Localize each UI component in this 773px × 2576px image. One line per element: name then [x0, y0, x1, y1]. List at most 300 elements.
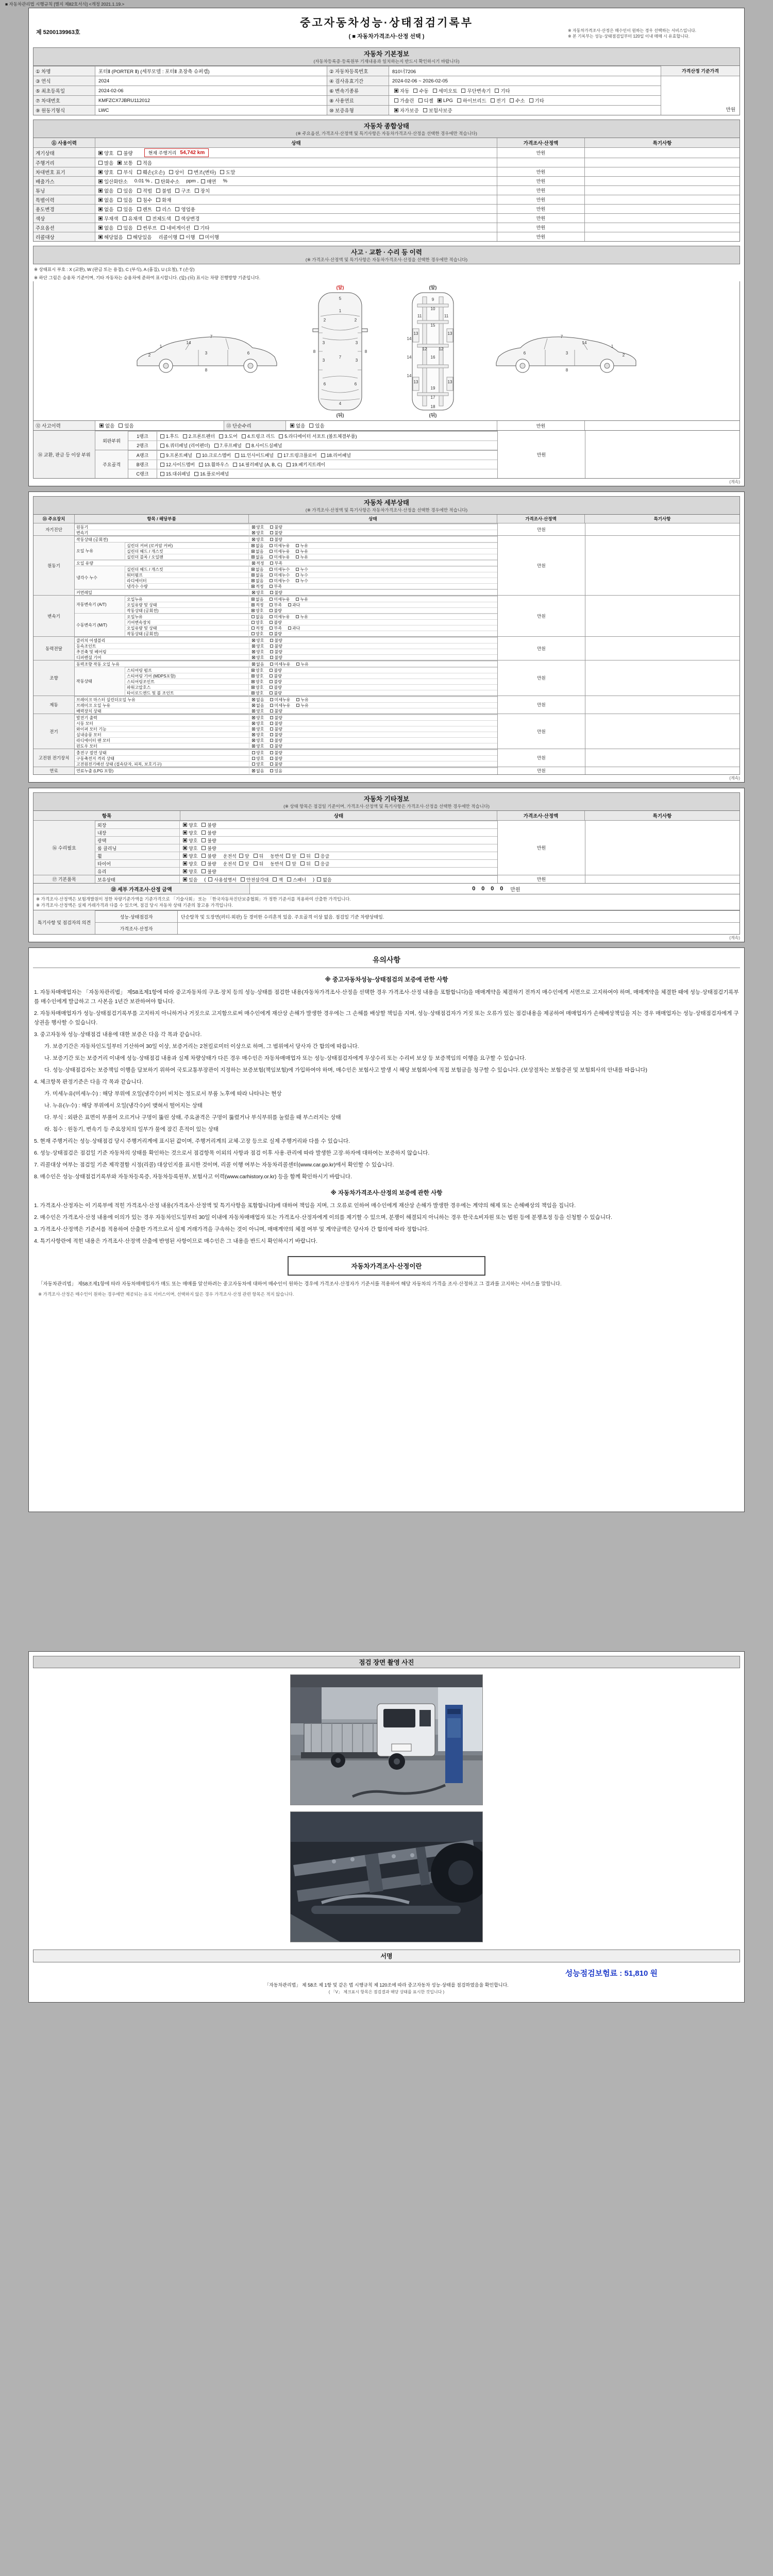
price-digit: 0	[491, 886, 494, 892]
item-label: 고전원전기배선 상태 (접속단자, 피복, 보호기구)	[75, 761, 249, 767]
detail-row	[125, 614, 497, 619]
checkbox-option	[315, 860, 329, 867]
checkbox-option	[239, 860, 249, 867]
row-state	[95, 421, 224, 430]
checkbox	[252, 531, 255, 534]
checkbox-group	[183, 876, 201, 883]
checkbox-label: 화재	[162, 197, 172, 204]
checkbox-label: 잭	[278, 877, 283, 883]
price-digit: 0	[472, 886, 476, 892]
table-row	[33, 223, 740, 232]
checkbox-group	[251, 685, 288, 690]
item-label: 스티어링조인트	[125, 679, 249, 685]
checkbox-label: 14.필러패널 (A, B, C)	[239, 462, 282, 467]
item-label: 연료누출 (LPG 포함)	[75, 768, 249, 774]
checkbox-option	[252, 530, 264, 536]
checkbox-option	[251, 685, 263, 690]
rank-parts	[157, 432, 497, 440]
detail-row	[75, 697, 497, 702]
checkbox-option	[252, 756, 264, 761]
checkbox-group	[252, 590, 289, 596]
notice-item: 나. 누유(누수) : 해당 부위에서 오일(냉각수)이 맺혀서 떨어지는 상태	[44, 1103, 203, 1109]
status-options	[249, 638, 497, 643]
checkbox-option	[315, 853, 329, 859]
checkbox-group	[252, 732, 289, 738]
field-value	[389, 76, 661, 86]
checkbox-label: 불량	[123, 150, 133, 157]
checkbox-label: 색상변경	[180, 216, 200, 222]
footer-confirmation: 「자동차관리법」 제 58조 제 1항 및 같은 법 시행규칙 제 120조에 따라 중고자동차 성능·상태를 점검하였음을 확인합니다.	[264, 1982, 509, 1988]
checkbox-group	[251, 543, 314, 549]
checkbox-label: 양호	[256, 761, 264, 767]
status-options	[249, 708, 497, 714]
checkbox-label: 양호	[256, 690, 264, 696]
detail-rows	[125, 543, 497, 560]
checkbox-option	[251, 614, 263, 620]
detail-row	[125, 625, 497, 631]
checkbox	[117, 198, 122, 202]
item-label: 원동기	[75, 524, 249, 530]
status-options	[249, 530, 497, 536]
row-label: 주행거리	[33, 158, 95, 167]
checkbox-label: 6.쿼터패널 (리어펜더)	[166, 443, 210, 448]
detail-row	[75, 750, 497, 755]
checkbox	[251, 609, 255, 612]
checkbox-label: 없음	[256, 554, 264, 560]
subgroup-label: 자동변속기 (A/T)	[75, 596, 125, 613]
page-continued-note: (계속)	[729, 776, 740, 781]
detail-row	[75, 755, 497, 761]
checkbox-label: 불량	[274, 708, 282, 714]
checkbox-option	[287, 461, 326, 468]
checkbox-option	[175, 215, 200, 222]
page-continued-note: (계속)	[729, 480, 740, 484]
checkbox-group	[251, 578, 314, 584]
checkbox-option	[137, 187, 152, 194]
checkbox-group	[98, 196, 137, 204]
checkbox-label: 불량	[274, 761, 282, 767]
item-label: 광택	[95, 837, 180, 844]
checkbox	[254, 854, 258, 858]
checkbox	[196, 453, 200, 457]
detail-rows	[75, 560, 497, 566]
checkbox-label: 미세누유	[274, 549, 290, 554]
etc-info-table	[33, 811, 740, 884]
checkbox-option	[270, 620, 281, 625]
item-label: 라디에이터 팬 모터	[75, 738, 249, 743]
detail-rows	[75, 697, 497, 714]
checkbox-option	[321, 452, 351, 459]
checkbox-label: 응급	[320, 861, 330, 867]
field-label: ⑧ 사용연료	[327, 96, 389, 105]
checkbox-label: 적법	[142, 188, 153, 194]
group-label-text: 조향	[49, 675, 58, 681]
group-label	[33, 749, 75, 767]
item-label: 오일누유	[125, 597, 249, 602]
checkbox-group	[251, 620, 288, 625]
checkbox-group	[183, 829, 221, 836]
checkbox	[270, 669, 273, 672]
price-cell: 만원	[497, 749, 585, 767]
checkbox-label: 누수	[300, 567, 308, 572]
checkbox-label: 없음	[105, 423, 115, 429]
checkbox-label: 없음	[256, 578, 264, 583]
detail-row	[75, 715, 497, 720]
vehicle-diagram-top-exterior	[304, 283, 376, 418]
status-options	[249, 584, 497, 589]
status-options	[249, 668, 497, 673]
item-label: 디퍼렌셜 기어	[75, 655, 249, 660]
checkbox	[270, 526, 273, 529]
checkbox-group	[180, 233, 223, 241]
checkbox-label: 없음	[256, 543, 264, 548]
checkbox	[296, 704, 299, 707]
checkbox-label: 19.패키지트레이	[292, 462, 326, 467]
status-options	[180, 844, 497, 852]
checkbox-option	[270, 697, 290, 703]
checkbox-label: 기타	[534, 98, 544, 104]
checkbox	[394, 108, 398, 112]
item-label: 실내송풍 모터	[75, 732, 249, 738]
checkbox-label: 불량	[274, 721, 282, 726]
svg-text:14: 14	[407, 336, 412, 341]
detail-row	[125, 543, 497, 548]
checkbox-option	[270, 726, 282, 732]
checkbox	[251, 691, 255, 694]
etc-row	[95, 867, 497, 875]
checkbox	[98, 216, 103, 221]
notice-item: 5. 현재 주행거리는 성능·상태점검 당시 주행거리계에 표시된 값이며, 주행거리계의 교체·고장 등으로 실제 주행거리와 다를 수 있습니다.	[34, 1138, 350, 1144]
detail-block	[75, 560, 497, 566]
checkbox-group	[137, 196, 176, 204]
checkbox-label: 양호	[256, 726, 264, 732]
checkbox	[296, 579, 299, 582]
checkbox-option	[433, 87, 458, 94]
checkbox-option	[183, 433, 215, 439]
price-note-1: ※ 가격조사·산정액은 보험개발원이 정한 차량기준가액을 기준가격으로 「기술사회」 또는 「한국자동차진단보증협회」가 정한 기준서를 적용하여 산출한 가격입니다.	[36, 896, 351, 902]
svg-text:1: 1	[159, 344, 162, 349]
checkbox-option	[270, 537, 282, 543]
status-options	[249, 685, 497, 690]
checkbox-group	[155, 178, 184, 185]
row-state	[95, 205, 497, 213]
checkbox	[296, 544, 299, 547]
checkbox	[394, 98, 398, 103]
checkbox	[270, 733, 273, 736]
checkbox-option	[251, 690, 263, 696]
svg-text:2: 2	[323, 318, 326, 323]
item-label: 배력장치 상태	[75, 708, 249, 714]
checkbox	[270, 691, 273, 694]
notice-item: 가. 보증기간은 자동차인도일부터 기산하여 30일 이상, 보증거리는 2천킬로미터 이상으로 하며, 그 범위에서 당사자 간 합의에 따릅니다.	[44, 1043, 359, 1049]
checkbox-label: 적정	[256, 602, 264, 607]
status-options	[249, 732, 497, 738]
checkbox	[160, 444, 164, 448]
checkbox-label: 없음	[323, 877, 332, 883]
checkbox-label: 불량	[274, 738, 282, 743]
field-value	[389, 106, 661, 115]
price-survey-option: ( ■ 자동차가격조사·산정 선택 )	[348, 33, 425, 40]
checkbox-option	[183, 860, 197, 867]
checkbox-option	[98, 224, 113, 231]
checkbox-option	[199, 233, 220, 241]
checkbox	[195, 189, 199, 193]
checkbox-option	[98, 149, 113, 157]
checkbox	[270, 762, 273, 766]
price-notes	[33, 894, 740, 910]
group-label: 주요골격	[95, 450, 128, 478]
checkbox-option	[254, 860, 264, 867]
item-label: 워터펌프	[125, 572, 249, 578]
checkbox	[137, 226, 141, 230]
checkbox	[160, 463, 164, 467]
checkbox-label: 렌트	[142, 207, 153, 213]
rank-row	[128, 431, 497, 440]
checkbox-group	[394, 107, 457, 114]
checkbox-group	[98, 159, 156, 166]
checkbox-label: 양호	[256, 631, 264, 636]
detail-status-section-title	[33, 496, 740, 515]
checkbox	[252, 727, 255, 731]
checkbox-option	[286, 853, 296, 859]
checkbox	[220, 170, 224, 174]
row-label: ⑫ 사고이력	[33, 421, 95, 430]
detail-rows	[75, 589, 497, 595]
svg-text:2: 2	[148, 353, 151, 358]
checkbox-group	[175, 187, 214, 194]
state-text: )	[313, 877, 315, 882]
item-label: 실린더 헤드 / 개스킷	[125, 567, 249, 572]
checkbox	[214, 444, 219, 448]
rank-parts	[157, 451, 497, 460]
status-options	[249, 554, 497, 560]
checkbox-group	[251, 567, 314, 572]
price-cell: 만원	[497, 431, 585, 478]
field-label: ⑤ 최초등록일	[33, 86, 95, 95]
svg-text:13: 13	[413, 331, 418, 336]
detail-block	[75, 767, 497, 773]
checkbox	[252, 733, 255, 736]
checkbox	[252, 650, 255, 653]
checkbox-label: 불량	[207, 853, 216, 859]
checkbox-label: LPG	[443, 97, 453, 104]
checkbox-label: 스패너	[293, 877, 307, 883]
checkbox-option	[270, 738, 282, 743]
page-1	[28, 8, 745, 486]
column-header: 상태	[95, 138, 497, 147]
basic-info-row	[33, 105, 661, 115]
checkbox-option	[510, 97, 525, 104]
total-price-digits	[469, 886, 506, 892]
section-note: (자동차등록증·등록원부 기재내용과 일치하는지 반드시 확인하시기 바랍니다)	[313, 59, 460, 64]
svg-text:12: 12	[422, 347, 427, 351]
item-label: 커먼레일	[75, 590, 249, 596]
checkbox-option	[270, 761, 282, 767]
row-state	[95, 232, 497, 241]
opinion-side-label: 특기사항 및 점검자의 의견	[33, 910, 95, 934]
checkbox	[252, 591, 255, 594]
note-cell	[585, 660, 740, 696]
svg-text:6: 6	[247, 351, 250, 355]
diagram-note-legend: ※ 하단 그림은 승용차 기준이며, 기타 자동차는 승용차에 준하여 표시합니다. (앞)·(뒤) 표시는 차량 진행방향 기준입니다.	[34, 275, 261, 280]
status-options	[249, 756, 497, 761]
checkbox-label: 미세누유	[274, 554, 290, 560]
checkbox	[123, 216, 127, 221]
checkbox-label: 불량	[274, 608, 282, 613]
checkbox-group	[98, 168, 240, 176]
checkbox	[270, 739, 273, 742]
checkbox	[270, 639, 273, 642]
item-label: 내장	[95, 829, 180, 836]
checkbox	[270, 550, 273, 553]
checkbox-label: 양호	[189, 822, 198, 828]
field-label: ⑩ 보증유형	[327, 106, 389, 115]
checkbox-group	[98, 206, 137, 213]
checkbox-option	[251, 597, 263, 602]
status-options	[249, 549, 497, 554]
checkbox	[219, 434, 223, 438]
checkbox-option	[252, 524, 264, 530]
checkbox-label: 리스	[162, 207, 172, 213]
svg-text:14: 14	[407, 355, 412, 360]
status-options	[180, 876, 497, 883]
checkbox-option	[273, 876, 283, 883]
checkbox-group	[183, 837, 221, 844]
svg-text:8: 8	[205, 368, 208, 372]
item-label: 작동상태 (공회전)	[125, 608, 249, 614]
checkbox-option	[201, 822, 216, 828]
checkbox-group	[251, 679, 288, 685]
checkbox-label: 해당없음	[104, 234, 123, 241]
checkbox-label: 양호	[256, 638, 264, 643]
price-cell: 만원	[497, 232, 585, 241]
checkbox-option	[175, 187, 190, 194]
checkbox-label: 장치	[200, 188, 210, 194]
row-state	[95, 158, 497, 167]
status-options	[249, 567, 497, 572]
status-options	[249, 578, 497, 584]
item-label: 등속조인트	[75, 643, 249, 649]
checkbox-group	[394, 87, 514, 94]
checkbox	[201, 179, 205, 183]
checkbox-group	[183, 822, 221, 828]
checkbox-group	[160, 470, 233, 477]
detail-rows	[125, 667, 497, 696]
overall-rows	[33, 147, 740, 241]
checkbox-option	[270, 685, 281, 690]
checkbox-label: 없음	[256, 572, 264, 578]
detail-row	[125, 554, 497, 560]
notice-item: 8. 매수인은 성능·상태점검기록부와 자동차등록증, 자동차등록원부, 보험사고 이력(www.carhistory.or.kr) 등을 함께 확인하시기 바랍니다.	[34, 1174, 352, 1180]
detail-rows	[75, 524, 497, 535]
table-row	[33, 195, 740, 204]
column-header: 특기사항	[652, 814, 672, 819]
price-cell: 만원	[497, 421, 585, 430]
rank-label: 2랭크	[128, 441, 157, 450]
table-row	[33, 185, 740, 195]
total-price-row	[33, 884, 740, 894]
checkbox-label: 없음	[256, 549, 264, 554]
svg-text:17: 17	[430, 395, 435, 400]
checkbox-option	[270, 530, 282, 536]
checkbox-group	[98, 178, 132, 185]
rank-row	[128, 469, 497, 478]
svg-text:3: 3	[322, 341, 325, 345]
vehicle-diagram-side-right	[490, 323, 644, 379]
checkbox	[252, 538, 255, 541]
svg-text:6: 6	[354, 382, 357, 386]
price-cell: 만원	[497, 523, 585, 535]
checkbox-label: 양호	[189, 845, 198, 851]
status-options	[249, 524, 497, 530]
svg-text:11: 11	[417, 314, 422, 318]
detail-row	[125, 690, 497, 696]
status-options	[249, 750, 497, 756]
checkbox-option	[183, 876, 197, 883]
checkbox	[252, 698, 255, 701]
table-row	[33, 158, 740, 167]
item-label: 실린더 헤드 / 개스킷	[125, 549, 249, 554]
column-header: 가격조사·산정액	[497, 811, 585, 820]
checkbox-label: 미세누유	[274, 697, 291, 702]
item-label: 스티어링 기어 (MDPS포함)	[125, 673, 249, 679]
checkbox	[117, 170, 122, 174]
detail-rows	[125, 596, 497, 613]
checkbox-label: 양호	[256, 643, 264, 649]
checkbox-group	[252, 638, 289, 643]
checkbox-label: 없음	[256, 597, 264, 602]
item-label: 오일유량 및 상태	[125, 602, 249, 608]
checkbox-option	[98, 168, 113, 176]
status-options	[249, 703, 497, 708]
detail-group	[33, 749, 740, 767]
detail-row	[125, 667, 497, 673]
group-label	[33, 714, 75, 749]
checkbox-group	[290, 422, 329, 429]
checkbox-group	[252, 715, 289, 721]
item-label: 추진축 및 베어링	[75, 649, 249, 655]
price-cell: 만원	[497, 596, 585, 636]
detail-block	[75, 714, 497, 749]
checkbox	[194, 472, 198, 476]
checkbox-option	[201, 837, 216, 844]
item-label: 클러치 어셈블리	[75, 638, 249, 643]
checkbox	[156, 189, 160, 193]
checkbox	[300, 861, 305, 866]
detail-block	[75, 696, 497, 714]
rank-group	[95, 431, 497, 450]
note-cell	[585, 232, 740, 241]
footer-check-note: ( 「V」 체크표시 항목은 점검결과 해당 상태를 표시한 것입니다 )	[328, 1990, 445, 1994]
item-label: 냉각수 수량	[125, 584, 249, 589]
checkbox	[201, 831, 206, 835]
checkbox-option	[117, 168, 132, 176]
checkbox-option	[252, 590, 264, 596]
row-state	[95, 167, 497, 176]
checkbox-group	[252, 703, 315, 708]
checkbox-label: 유채색	[128, 216, 143, 222]
detail-rows	[75, 750, 497, 767]
checkbox	[461, 89, 465, 93]
note-cell	[585, 205, 740, 213]
field-value	[389, 96, 661, 105]
checkbox-label: 5.라디에이터 서포트 (볼트체결부품)	[284, 434, 357, 439]
checkbox-option	[220, 168, 235, 176]
checkbox-label: 미세누유	[274, 614, 290, 619]
checkbox-label: 8.사이드실패널	[251, 443, 282, 448]
checkbox-option	[252, 715, 264, 721]
checkbox-option	[251, 578, 263, 584]
